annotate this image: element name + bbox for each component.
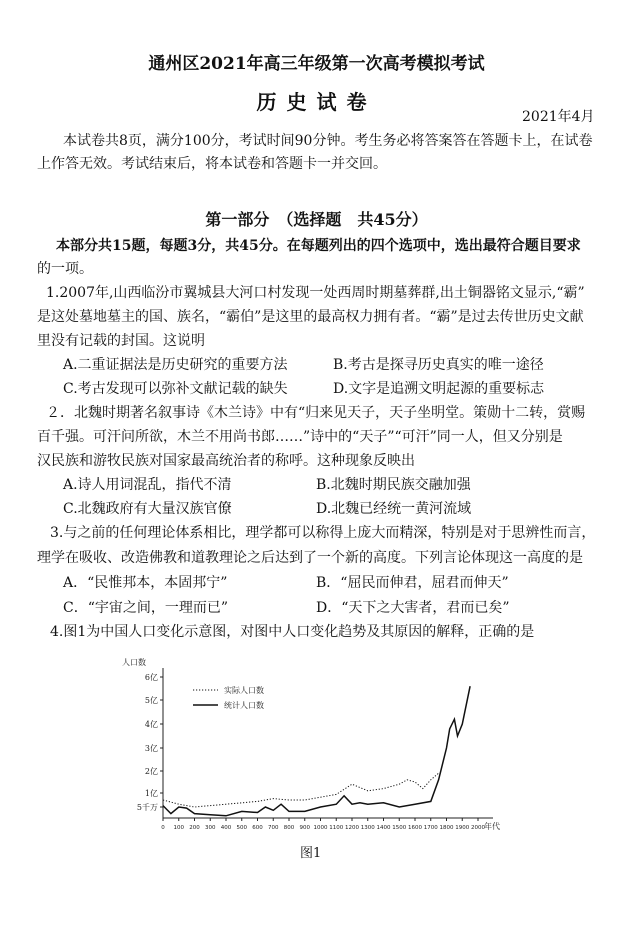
q1-option-a: A.二重证据法是历史研究的重要方法 [63, 357, 288, 373]
q2-stem-line-3: 汉民族和游牧民族对国家最高统治者的称呼。这种现象反映出 [37, 453, 415, 469]
q1-option-c: C.考古发现可以弥补文献记载的缺失 [63, 381, 288, 397]
part1-intro-line-1: 本部分共15题，每题3分，共45分。在每题列出的四个选项中，选出最符合题目要求 [56, 238, 581, 254]
x-tick-label: 900 [299, 825, 310, 831]
y-tick-label: 5千万 [136, 803, 158, 812]
part1-heading: 第一部分 （选择题 共45分） [205, 210, 428, 229]
q1-option-b: B.考古是探寻历史真实的唯一途径 [333, 357, 544, 373]
q2-option-c: C.北魏政府有大量汉族官僚 [63, 501, 232, 517]
instructions-line-1: 本试卷共8页，满分100分，考试时间90分钟。考生务必将答案答在答题卡上，在试卷 [63, 133, 593, 149]
y-tick-label: 6亿 [144, 673, 158, 682]
x-tick-label: 0 [161, 825, 165, 831]
q2-option-b: B.北魏时期民族交融加强 [316, 477, 471, 493]
q1-stem-line-1: 1.2007年,山西临汾市翼城县大河口村发现一处西周时期墓葬群,出土铜器铭文显示,“霸” [46, 285, 585, 301]
population-chart [118, 652, 518, 842]
x-tick-label: 800 [283, 825, 295, 831]
x-tick-label: 500 [236, 825, 247, 831]
legend-label-1: 实际人口数 [224, 686, 264, 695]
x-tick-label: 1800 [439, 825, 454, 831]
y-axis-label: 人口数 [122, 658, 146, 667]
x-tick-label: 1900 [455, 825, 470, 831]
x-tick-label: 300 [205, 825, 216, 831]
x-tick-label: 1200 [345, 825, 359, 831]
y-tick-label: 3亿 [144, 744, 158, 753]
x-tick-label: 100 [173, 825, 184, 831]
x-axis-label: 年代 [484, 822, 500, 831]
y-tick-label: 5亿 [144, 696, 158, 705]
x-tick-label: 1400 [376, 825, 391, 831]
x-tick-label: 1000 [313, 825, 328, 831]
x-tick-label: 1100 [329, 825, 344, 831]
series-line-1 [163, 773, 439, 807]
x-tick-label: 700 [268, 825, 279, 831]
q4-stem-line-1: 4.图1为中国人口变化示意图，对图中人口变化趋势及其原因的解释，正确的是 [50, 624, 535, 640]
x-tick-label: 1500 [392, 825, 407, 831]
q2-stem-line-1: ２．北魏时期著名叙事诗《木兰诗》中有“归来见天子，天子坐明堂。策勋十二转，赏赐 [46, 405, 586, 421]
x-tick-label: 1600 [408, 825, 422, 831]
q3-option-a: A．“民惟邦本，本固邦宁” [63, 575, 228, 591]
q1-stem-line-3: 里没有记载的封国。这说明 [37, 333, 205, 349]
x-tick-label: 600 [252, 825, 263, 831]
y-tick-label: 4亿 [144, 720, 158, 729]
instructions-line-2: 上作答无效。考试结束后，将本试卷和答题卡一并交回。 [37, 156, 387, 172]
q2-option-a: A.诗人用词混乱，指代不清 [63, 477, 232, 493]
part1-intro-line-2: 的一项。 [37, 261, 93, 277]
y-tick-label: 1亿 [144, 789, 158, 798]
exam-date: 2021年4月 [522, 109, 595, 125]
y-tick-label: 2亿 [144, 767, 158, 776]
q2-option-d: D.北魏已经统一黄河流域 [316, 501, 472, 517]
q3-option-b: B．“屈民而伸君，屈君而伸天” [316, 575, 509, 591]
x-tick-label: 2000 [471, 825, 485, 831]
q3-stem-line-2: 理学在吸收、改造佛教和道教理论之后达到了一个新的高度。下列言论体现这一高度的是 [37, 550, 583, 566]
figure-caption: 图1 [300, 846, 322, 861]
legend-label-2: 统计人口数 [224, 701, 264, 710]
q2-stem-line-2: 百千强。可汗问所欲，木兰不用尚书郎……”诗中的“天子”“可汗”同一人，但又分别是 [37, 429, 563, 445]
q3-stem-line-1: 3.与之前的任何理论体系相比，理学都可以称得上庞大而精深，特别是对于思辨性而言， [50, 525, 596, 541]
q3-option-d: D．“天下之大害者，君而已矣” [316, 600, 510, 616]
q3-option-c: C．“宇宙之间，一理而已” [63, 600, 229, 616]
x-tick-label: 400 [220, 825, 232, 831]
subject-title: 历史试卷 [256, 90, 377, 114]
x-tick-label: 200 [189, 825, 200, 831]
x-tick-label: 1700 [423, 825, 438, 831]
x-tick-label: 1300 [360, 825, 375, 831]
exam-title: 通州区2021年高三年级第一次高考模拟考试 [148, 54, 485, 74]
q1-stem-line-2: 是这处墓地墓主的国、族名，“霸伯”是这里的最高权力拥有者。“霸”是过去传世历史文献 [37, 309, 584, 325]
q1-option-d: D.文字是追溯文明起源的重要标志 [333, 381, 545, 397]
